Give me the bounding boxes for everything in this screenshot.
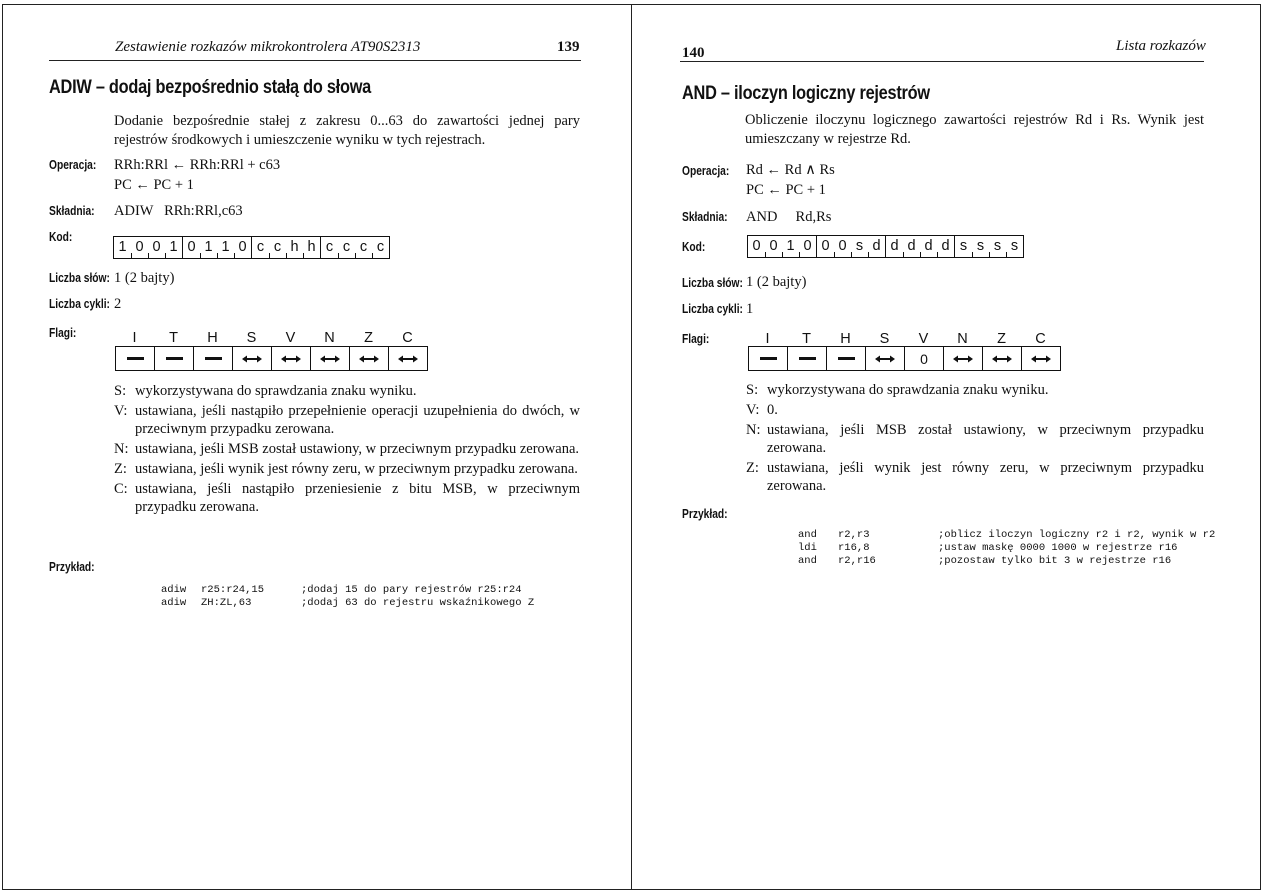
label-words: Liczba słów:	[49, 271, 110, 285]
opcode-bit: 0	[799, 236, 816, 257]
code-mnemonic: ldi	[798, 542, 817, 554]
syntax: AND Rd,Rs	[746, 209, 832, 225]
label-syntax: Składnia:	[49, 204, 95, 218]
flag-name: V	[285, 330, 296, 346]
label-cycles: Liczba cykli:	[682, 302, 743, 316]
code-example	[798, 529, 1215, 568]
label-syntax: Składnia:	[682, 210, 728, 224]
flag-name: S	[879, 331, 890, 347]
flag-key: Z:	[114, 461, 127, 477]
code-line	[798, 542, 1215, 555]
flag-key: S:	[746, 382, 759, 398]
flag-state-cell	[944, 347, 983, 370]
right-page	[631, 4, 1261, 890]
opcode-bit: 0	[187, 239, 196, 255]
label-opcode: Kod:	[49, 230, 73, 244]
left-page	[2, 4, 632, 890]
code-operands: r2,r16	[838, 555, 876, 567]
flag-state-cell	[749, 347, 788, 370]
code-mnemonic: adiw	[161, 597, 187, 609]
flag-key: V:	[114, 403, 128, 419]
opcode-bit: s	[1006, 236, 1023, 257]
flag-name: Z	[997, 331, 1006, 347]
opcode-bit: c	[269, 237, 286, 258]
flag-state-cell	[905, 347, 944, 370]
code-comment: ;ustaw maskę 0000 1000 w rejestrze r16	[938, 542, 1178, 554]
label-operation: Operacja:	[682, 164, 730, 178]
modified-arrow-icon	[280, 354, 302, 364]
label-flags: Flagi:	[49, 326, 77, 340]
label-cycles: Liczba cykli:	[49, 297, 110, 311]
header-rule	[680, 61, 1204, 62]
modified-arrow-icon	[397, 354, 419, 364]
page-number: 139	[557, 39, 580, 55]
flag-names	[748, 331, 1060, 347]
flag-text: ustawiana, jeśli MSB został ustawiony, w przeciwnym przypadku zerowana.	[135, 441, 580, 457]
opcode-nibble	[252, 237, 321, 258]
flag-name: C	[1035, 331, 1046, 347]
label-operation: Operacja:	[49, 158, 97, 172]
flag-states	[115, 346, 428, 371]
flag-description-item	[746, 381, 1204, 399]
code-mnemonic: and	[798, 529, 817, 541]
opcode-bit: d	[937, 236, 954, 257]
flag-state-cell	[155, 347, 194, 370]
flag-name: N	[324, 330, 335, 346]
running-header: Zestawienie rozkazów mikrokontrolera AT90S2313	[115, 39, 421, 55]
opcode-bit: 0	[148, 237, 165, 258]
opcode-box	[747, 235, 1024, 258]
opcode-nibble	[183, 237, 252, 258]
opcode-bit: 1	[118, 239, 127, 255]
flag-text: wykorzystywana do sprawdzania znaku wyniku.	[767, 382, 1049, 398]
opcode-bit: 0	[752, 238, 761, 254]
flag-description-item	[114, 460, 580, 478]
flag-key: V:	[746, 402, 760, 418]
label-flags: Flagi:	[682, 332, 710, 346]
code-mnemonic: and	[798, 555, 817, 567]
cycles-value: 1	[746, 301, 754, 317]
code-operands: r25:r24,15	[201, 584, 265, 596]
flag-description-item	[114, 440, 580, 458]
instruction-title: AND – iloczyn logiczny rejestrów	[682, 83, 930, 104]
code-line	[161, 597, 534, 610]
flag-key: N:	[746, 422, 761, 438]
modified-arrow-icon	[1030, 354, 1052, 364]
label-words: Liczba słów:	[682, 276, 743, 290]
opcode-bit: 1	[165, 237, 182, 258]
unchanged-dash-icon	[799, 357, 816, 360]
flag-state-cell	[788, 347, 827, 370]
syntax: ADIW RRh:RRl,c63	[114, 203, 243, 219]
operation-line-1: RRh:RRl ← RRh:RRl + c63	[114, 157, 281, 173]
flag-description-item	[114, 402, 580, 438]
instruction-description: Obliczenie iloczynu logicznego zawartości rejestrów Rd i Rs. Wynik jest umieszczany w rejestrze Rd.	[745, 112, 1204, 147]
flag-state-cell	[311, 347, 350, 370]
opcode-bit: 0	[131, 237, 148, 258]
flag-state-cell	[116, 347, 155, 370]
flag-name: H	[207, 330, 218, 346]
opcode-bit: 1	[782, 236, 799, 257]
opcode-bit: s	[972, 236, 989, 257]
flag-name: Z	[364, 330, 373, 346]
unchanged-dash-icon	[127, 357, 144, 360]
flag-description-item	[746, 401, 1204, 419]
flag-text: wykorzystywana do sprawdzania znaku wyniku.	[135, 383, 417, 399]
running-header: Lista rozkazów	[1116, 38, 1206, 54]
flag-descriptions	[746, 381, 1204, 497]
code-line	[161, 584, 534, 597]
flag-names	[115, 330, 427, 346]
modified-arrow-icon	[241, 354, 263, 364]
opcode-bit: 0	[234, 237, 251, 258]
unchanged-dash-icon	[205, 357, 222, 360]
flag-key: Z:	[746, 460, 759, 476]
flag-key: S:	[114, 383, 127, 399]
opcode-bit: d	[890, 238, 899, 254]
flag-state-cell	[827, 347, 866, 370]
modified-arrow-icon	[952, 354, 974, 364]
flag-text: ustawiana, jeśli wynik jest równy zeru, w przeciwnym przypadku zerowana.	[767, 460, 1204, 494]
opcode-bit: c	[338, 237, 355, 258]
code-comment: ;pozostaw tylko bit 3 w rejestrze r16	[938, 555, 1172, 567]
code-operands: ZH:ZL,63	[201, 597, 252, 609]
opcode-bit: d	[903, 236, 920, 257]
flag-description-item	[114, 382, 580, 400]
flag-key: N:	[114, 441, 129, 457]
opcode-bit: c	[372, 237, 389, 258]
opcode-nibble	[886, 236, 955, 257]
code-comment: ;dodaj 63 do rejestru wskaźnikowego Z	[301, 597, 535, 609]
opcode-bit: 0	[834, 236, 851, 257]
flag-name: S	[246, 330, 257, 346]
opcode-bit: 0	[821, 238, 830, 254]
operation-line-2: PC ← PC + 1	[746, 182, 826, 198]
flag-text: ustawiana, jeśli nastąpiło przeniesienie z bitu MSB, w przeciwnym przypadku zerowana.	[135, 481, 580, 515]
words-value: 1 (2 bajty)	[746, 274, 807, 290]
flag-state-cell	[1022, 347, 1060, 370]
flag-state-cell	[866, 347, 905, 370]
code-comment: ;dodaj 15 do pary rejestrów r25:r24	[301, 584, 522, 596]
opcode-bit: d	[868, 236, 885, 257]
opcode-bit: h	[286, 237, 303, 258]
label-example: Przykład:	[682, 507, 728, 521]
flag-description-item	[114, 480, 580, 516]
flag-description-item	[746, 459, 1204, 495]
flag-text: 0.	[767, 402, 778, 418]
opcode-bit: h	[303, 237, 320, 258]
code-comment: ;oblicz iloczyn logiczny r2 i r2, wynik w r2	[938, 529, 1216, 541]
opcode-nibble	[748, 236, 817, 257]
header-rule	[49, 60, 581, 61]
label-opcode: Kod:	[682, 240, 706, 254]
words-value: 1 (2 bajty)	[114, 270, 175, 286]
code-operands: r2,r3	[838, 529, 870, 541]
flag-name: I	[765, 331, 770, 347]
flag-state-cell	[350, 347, 389, 370]
flag-description-item	[746, 421, 1204, 457]
opcode-bit: c	[355, 237, 372, 258]
opcode-bit: s	[851, 236, 868, 257]
modified-arrow-icon	[991, 354, 1013, 364]
flag-name: N	[957, 331, 968, 347]
instruction-description: Dodanie bezpośrednie stałej z zakresu 0...63 do zawartości jednej pary rejestrów środkowych i umieszczenie wyniku w tych rejestrach.	[114, 113, 580, 148]
opcode-bit: d	[920, 236, 937, 257]
flag-name: H	[840, 331, 851, 347]
unchanged-dash-icon	[838, 357, 855, 360]
flag-text: ustawiana, jeśli wynik jest równy zeru, w przeciwnym przypadku zerowana.	[135, 461, 578, 477]
flag-key: C:	[114, 481, 128, 497]
flag-state-value: 0	[920, 350, 928, 367]
opcode-bit: c	[325, 239, 334, 255]
flag-name: V	[918, 331, 929, 347]
modified-arrow-icon	[319, 354, 341, 364]
opcode-bit: 1	[217, 237, 234, 258]
opcode-nibble	[817, 236, 886, 257]
operation-line-1: Rd ← Rd ∧ Rs	[746, 162, 835, 178]
flag-descriptions	[114, 382, 580, 518]
instruction-title: ADIW – dodaj bezpośrednio stałą do słowa	[49, 77, 371, 98]
cycles-value: 2	[114, 296, 122, 312]
flag-state-cell	[272, 347, 311, 370]
opcode-bit: 1	[200, 237, 217, 258]
opcode-nibble	[114, 237, 183, 258]
opcode-nibble	[321, 237, 389, 258]
opcode-bit: s	[989, 236, 1006, 257]
code-operands: r16,8	[838, 542, 870, 554]
flag-name: T	[169, 330, 178, 346]
flag-state-cell	[983, 347, 1022, 370]
code-line	[798, 529, 1215, 542]
operation-line-2: PC ← PC + 1	[114, 177, 194, 193]
label-example: Przykład:	[49, 560, 95, 574]
modified-arrow-icon	[874, 354, 896, 364]
code-mnemonic: adiw	[161, 584, 187, 596]
code-example	[161, 584, 534, 610]
opcode-bit: 0	[765, 236, 782, 257]
flag-state-cell	[194, 347, 233, 370]
modified-arrow-icon	[358, 354, 380, 364]
opcode-bit: c	[256, 239, 265, 255]
unchanged-dash-icon	[760, 357, 777, 360]
flag-text: ustawiana, jeśli nastąpiło przepełnienie operacji uzupełnienia do dwóch, w przeciwnym przypadku zerowana.	[135, 403, 580, 437]
opcode-nibble	[955, 236, 1023, 257]
flag-name: I	[132, 330, 137, 346]
opcode-box	[113, 236, 390, 259]
flag-text: ustawiana, jeśli MSB został ustawiony, w przeciwnym przypadku zerowana.	[767, 422, 1204, 456]
flag-name: T	[802, 331, 811, 347]
flag-name: C	[402, 330, 413, 346]
opcode-bit: s	[959, 238, 968, 254]
flag-state-cell	[389, 347, 427, 370]
flag-states	[748, 346, 1061, 371]
code-line	[798, 555, 1215, 568]
unchanged-dash-icon	[166, 357, 183, 360]
flag-state-cell	[233, 347, 272, 370]
page-number: 140	[682, 45, 705, 61]
